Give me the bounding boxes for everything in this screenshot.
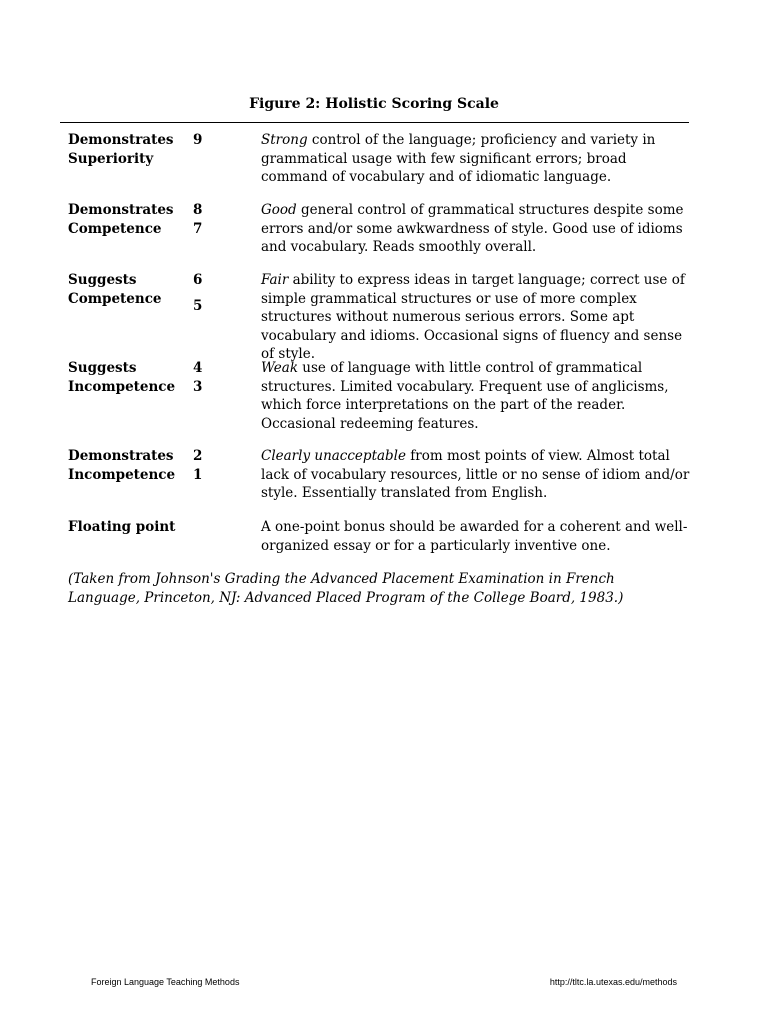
rating-term: Good	[261, 202, 297, 218]
rating-term: Strong	[261, 132, 308, 148]
row-description	[261, 447, 691, 503]
score-value: 8	[193, 202, 203, 218]
source-note: (Taken from Johnson's Grading the Advanced Placement Examination in French Language, Princeton, NJ: Advanced Placed Program of the College Board, 1983.)	[68, 571, 624, 606]
rating-text: general control of grammatical structures despite some errors and/or some awkwardness of style. Good use of idioms and vocabulary. Reads smoothly overall.	[261, 202, 684, 255]
rating-text: from most points of view. Almost total lack of vocabulary resources, little or no sense of idiom and/or style. Essentially translated from English.	[261, 448, 690, 501]
row-category: Suggests Competence	[68, 272, 162, 307]
score-value: 1	[193, 466, 203, 483]
score-value: 6	[193, 272, 203, 288]
footer-url: http://tltc.la.utexas.edu/methods	[549, 977, 677, 987]
rating-text: control of the language; proficiency and variety in grammatical usage with few significant errors; broad command of vocabulary and of idiomatic language.	[261, 132, 656, 185]
row-category: Demonstrates Superiority	[68, 132, 174, 167]
score-value: 3	[193, 378, 203, 395]
row-scores	[193, 131, 213, 150]
score-value: 2	[193, 448, 203, 464]
score-value: 9	[193, 132, 203, 148]
rating-term: Fair	[261, 272, 289, 288]
row-description	[261, 201, 691, 257]
rating-text: ability to express ideas in target language; correct use of simple grammatical structures or use of more complex structures without numerous serious errors. Some apt vocabulary and idioms. Occasional signs of fluency and sense of style.	[261, 272, 685, 362]
rating-text: A one-point bonus should be awarded for a coherent and well-organized essay or for a particularly inventive one.	[261, 519, 688, 554]
row-scores	[193, 447, 213, 484]
rating-term: Weak	[261, 360, 298, 376]
row-category: Demonstrates Incompetence	[68, 448, 176, 483]
row-category: Suggests Incompetence	[68, 360, 176, 395]
rating-term: Clearly unacceptable	[261, 448, 406, 464]
row-scores	[193, 359, 213, 396]
header-rule	[60, 122, 689, 123]
row-description	[261, 131, 691, 187]
row-description	[261, 518, 691, 555]
footer-left: Foreign Language Teaching Methods	[91, 977, 240, 987]
row-scores	[193, 271, 213, 315]
figure-title: Figure 2: Holistic Scoring Scale	[249, 96, 499, 112]
score-value: 7	[193, 220, 203, 237]
row-category: Floating point	[68, 519, 176, 535]
score-value: 4	[193, 360, 203, 376]
row-description	[261, 359, 691, 433]
score-value: 5	[193, 297, 203, 314]
row-category: Demonstrates Competence	[68, 202, 174, 237]
row-description	[261, 271, 691, 364]
row-scores	[193, 201, 213, 238]
rating-text: use of language with little control of grammatical structures. Limited vocabulary. Frequent use of anglicisms, which force interpretations on the part of the reader. Occasional redeeming features.	[261, 360, 669, 432]
